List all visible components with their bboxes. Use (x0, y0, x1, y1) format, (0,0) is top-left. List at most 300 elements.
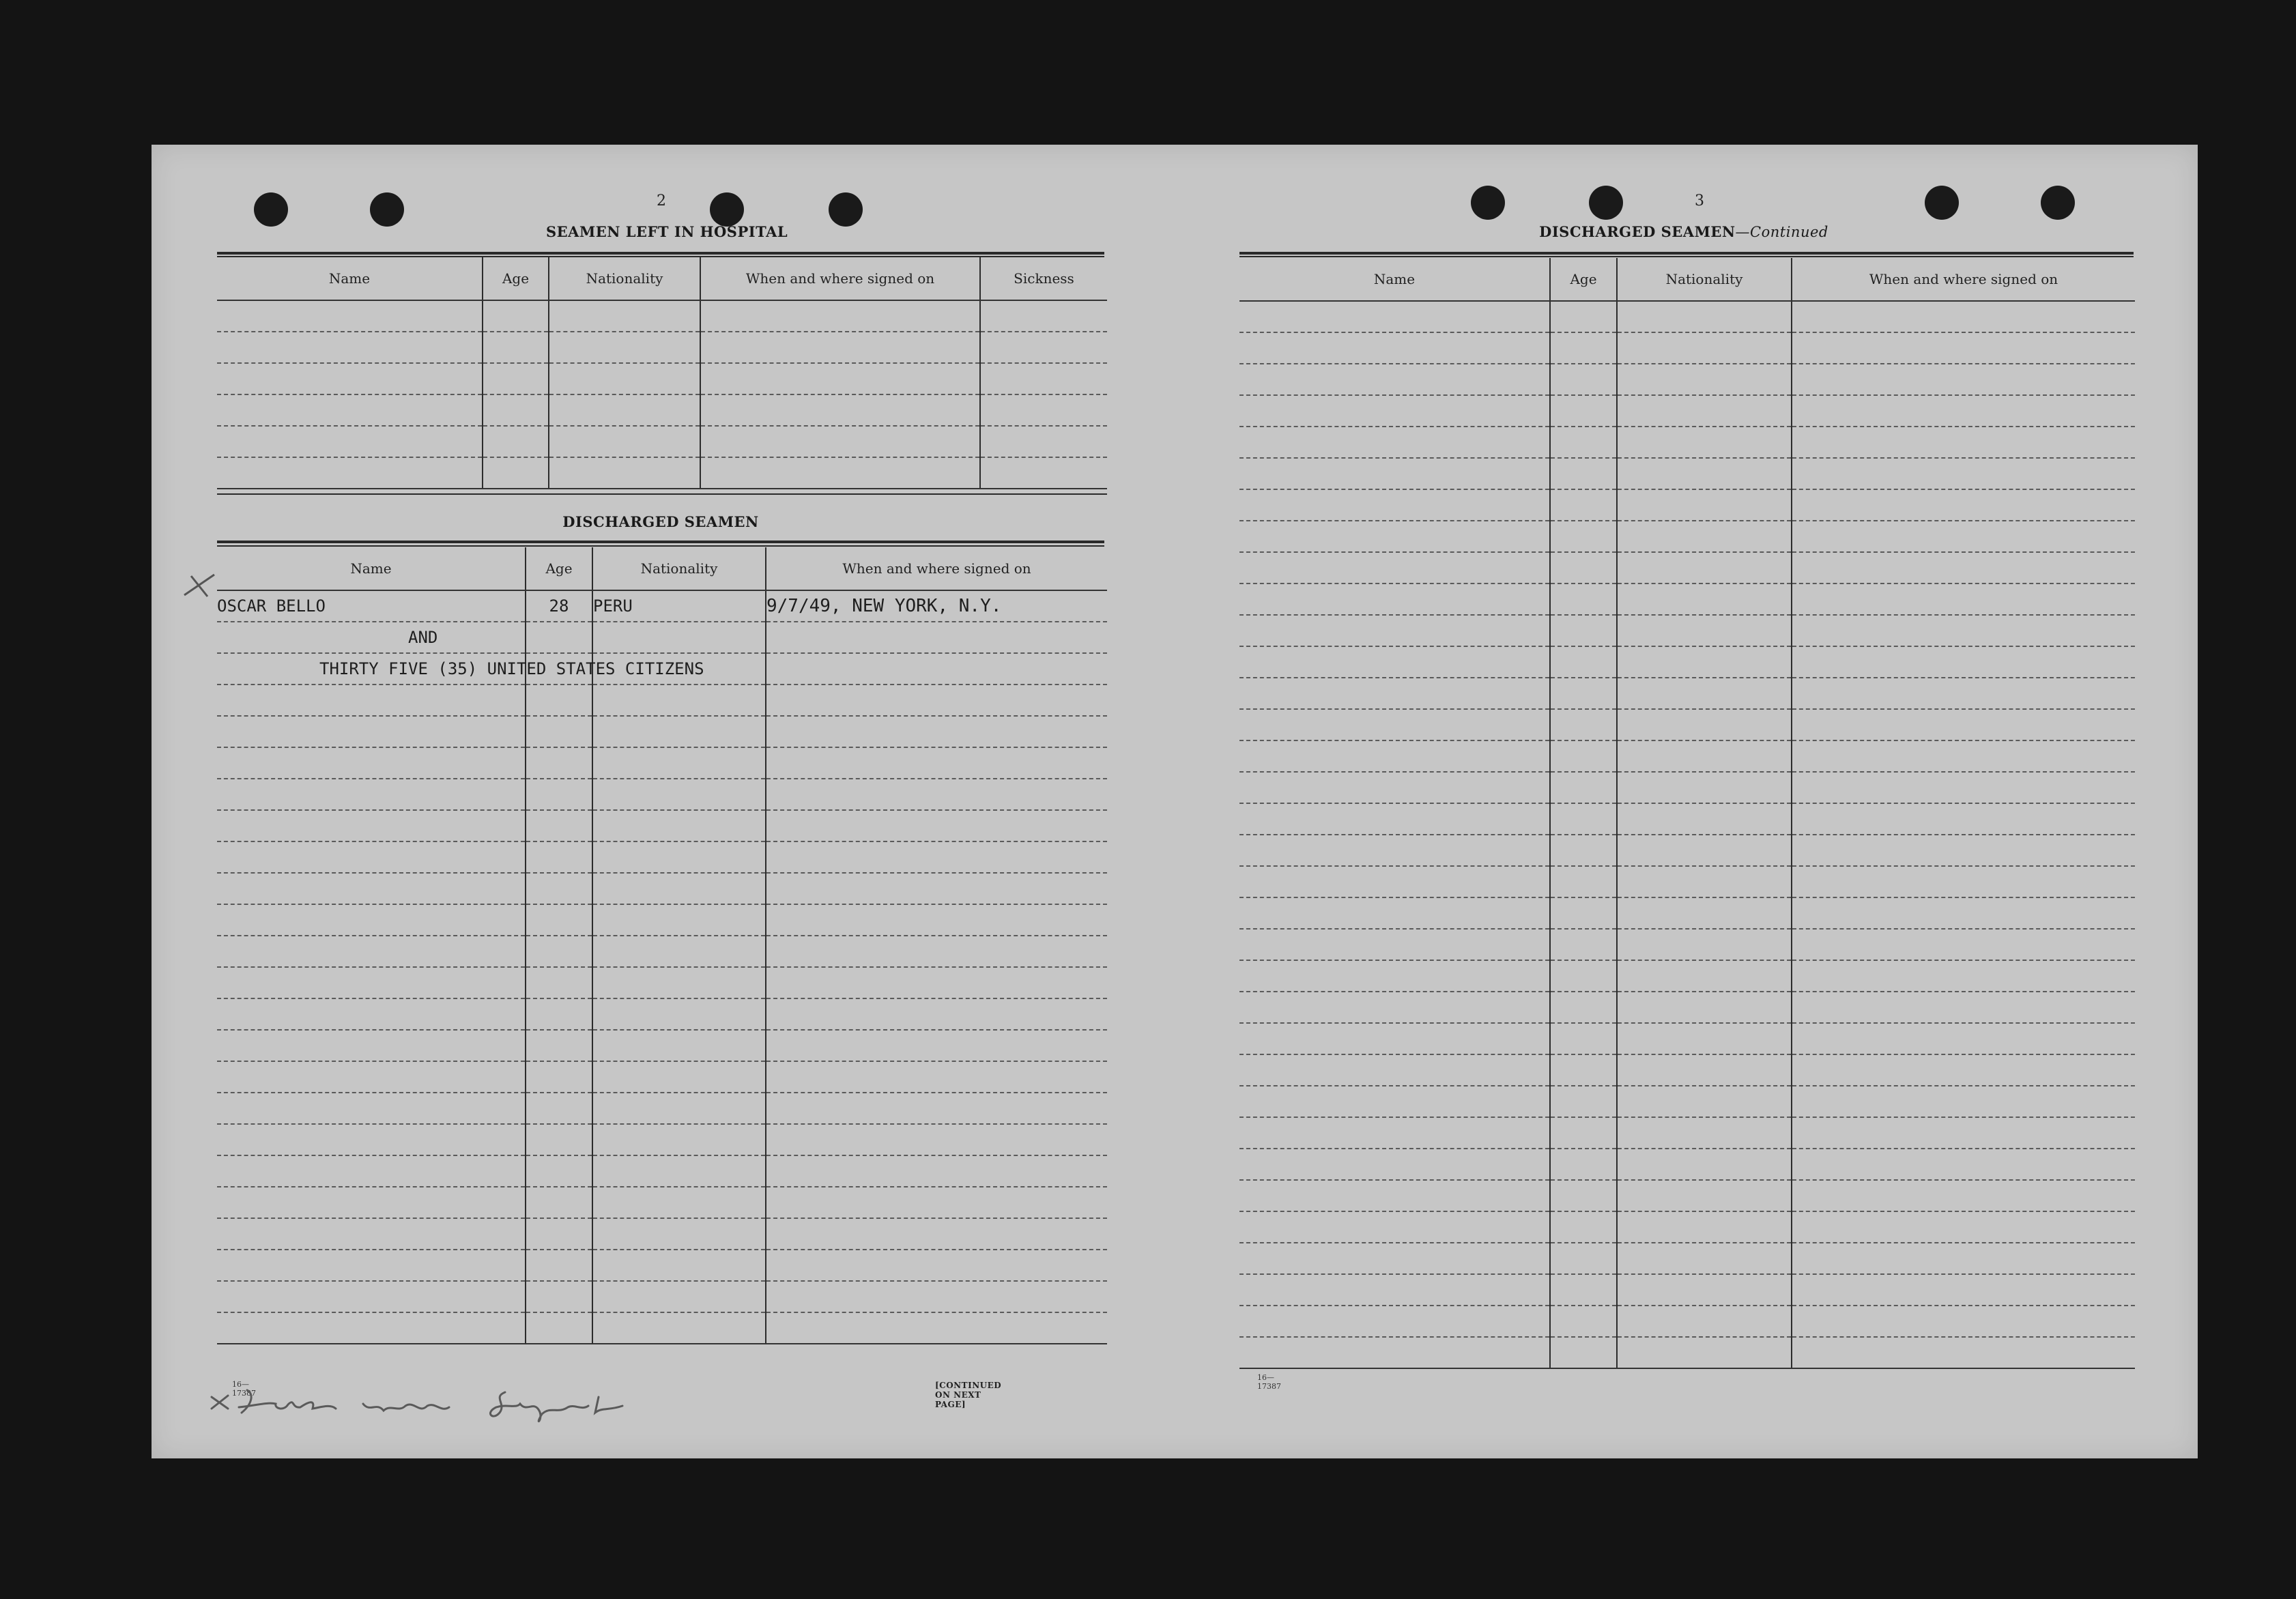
table-row (217, 1030, 1107, 1061)
table-row (1239, 835, 2135, 866)
table-cell (1239, 835, 1550, 866)
table-row (217, 967, 1107, 998)
table-cell (1792, 1054, 2135, 1086)
table-cell (1617, 1306, 1792, 1337)
table-cell (1239, 1117, 1550, 1149)
form-code: 16—17387 (1257, 1373, 1281, 1391)
table-row (1239, 1274, 2135, 1306)
table-cell (1550, 866, 1617, 897)
table-cell (217, 1281, 526, 1312)
table-cell (592, 1312, 766, 1344)
table-row (217, 841, 1107, 873)
table-cell (1550, 709, 1617, 740)
table-cell (1550, 960, 1617, 992)
table-cell (592, 1093, 766, 1124)
table-cell (526, 841, 592, 873)
table-cell (1792, 395, 2135, 427)
table-cell (1239, 897, 1550, 929)
table-cell (549, 394, 700, 426)
table-cell (1239, 803, 1550, 835)
page-number: 2 (657, 192, 666, 210)
table-row (1239, 521, 2135, 552)
table-cell (1239, 1211, 1550, 1243)
table-cell (526, 998, 592, 1030)
table-cell (1550, 740, 1617, 772)
table-cell (766, 1061, 1107, 1093)
table-cell (1617, 960, 1792, 992)
table-cell (1792, 709, 2135, 740)
title-main: DISCHARGED SEAMEN (1539, 223, 1736, 240)
table-row (1239, 395, 2135, 427)
table-cell (592, 1218, 766, 1250)
table-cell (766, 1218, 1107, 1250)
table-row (1239, 897, 2135, 929)
table-cell (1550, 678, 1617, 709)
table-cell (592, 1155, 766, 1187)
table-cell (1239, 1274, 1550, 1306)
table-cell (549, 332, 700, 363)
table-cell (1550, 1086, 1617, 1117)
continued-column-header: Name (1239, 258, 1550, 301)
table-cell (1550, 992, 1617, 1023)
table-cell (217, 1124, 526, 1155)
discharged-table (217, 547, 1107, 1344)
table-row (1239, 678, 2135, 709)
table-cell (1792, 678, 2135, 709)
table-cell (766, 1250, 1107, 1281)
table-cell (549, 300, 700, 332)
table-cell (217, 1187, 526, 1218)
table-cell (1239, 552, 1550, 584)
table-cell (1792, 584, 2135, 615)
table-cell (526, 1187, 592, 1218)
table-cell: 9/7/49, NEW YORK, N.Y. (766, 590, 1107, 622)
table-row (217, 622, 1107, 653)
table-row (1239, 960, 2135, 992)
table-cell (217, 457, 483, 489)
table-cell (1792, 1337, 2135, 1368)
table-row (1239, 1149, 2135, 1180)
table-cell (766, 998, 1107, 1030)
table-cell (217, 1250, 526, 1281)
table-cell: 28 (526, 590, 592, 622)
table-row (1239, 1243, 2135, 1274)
table-cell (1617, 803, 1792, 835)
table-cell (1792, 1243, 2135, 1274)
table-cell (766, 904, 1107, 936)
table-cell (217, 1218, 526, 1250)
table-cell (700, 332, 980, 363)
table-cell: PERU (592, 590, 766, 622)
table-row (217, 426, 1107, 457)
punch-hole (1471, 186, 1505, 220)
section-divider (217, 493, 1107, 495)
table-cell (1239, 584, 1550, 615)
hospital-section-title: SEAMEN LEFT IN HOSPITAL (546, 223, 788, 240)
table-cell (1792, 960, 2135, 992)
table-cell (1792, 740, 2135, 772)
table-cell (700, 300, 980, 332)
table-cell (1792, 803, 2135, 835)
table-row (1239, 489, 2135, 521)
table-cell (592, 1281, 766, 1312)
table-cell (766, 1030, 1107, 1061)
discharged-column-header: Age (526, 547, 592, 590)
table-cell (1239, 929, 1550, 960)
table-row (217, 590, 1107, 622)
table-cell (217, 873, 526, 904)
table-cell (1792, 332, 2135, 364)
table-cell (526, 1061, 592, 1093)
hospital-table (217, 257, 1107, 489)
table-cell (1239, 1243, 1550, 1274)
table-cell (1550, 1211, 1617, 1243)
table-row (217, 1155, 1107, 1187)
table-cell (1617, 1337, 1792, 1368)
table-cell (1617, 646, 1792, 678)
title-suffix: —Continued (1735, 224, 1828, 240)
table-cell (1617, 395, 1792, 427)
table-cell (526, 1030, 592, 1061)
table-cell (483, 394, 549, 426)
table-cell (1792, 1149, 2135, 1180)
table-cell (766, 1093, 1107, 1124)
table-row (217, 904, 1107, 936)
table-cell (217, 810, 526, 841)
table-cell (1239, 1306, 1550, 1337)
table-cell (980, 300, 1107, 332)
table-cell (592, 904, 766, 936)
table-cell (1550, 332, 1617, 364)
table-cell (1239, 678, 1550, 709)
table-cell (217, 332, 483, 363)
table-cell (1617, 458, 1792, 489)
table-cell (1792, 772, 2135, 803)
table-cell (1239, 427, 1550, 458)
table-row (217, 653, 1107, 685)
hospital-column-header: Nationality (549, 257, 700, 300)
table-row (1239, 740, 2135, 772)
table-cell (217, 1030, 526, 1061)
table-cell (1239, 1180, 1550, 1211)
table-cell (1550, 364, 1617, 395)
table-cell (766, 622, 1107, 653)
table-cell (766, 1124, 1107, 1155)
hospital-column-header: Age (483, 257, 549, 300)
table-cell (1792, 929, 2135, 960)
table-row (1239, 803, 2135, 835)
table-cell (1550, 489, 1617, 521)
table-cell (1550, 1180, 1617, 1211)
table-cell (1239, 1086, 1550, 1117)
table-cell (217, 936, 526, 967)
table-cell (1792, 1306, 2135, 1337)
table-cell (592, 1061, 766, 1093)
table-cell (1792, 364, 2135, 395)
table-cell (1617, 1086, 1792, 1117)
table-cell (1792, 427, 2135, 458)
table-cell (1617, 301, 1792, 332)
discharged-rule-thin (217, 545, 1104, 547)
table-cell (1792, 1086, 2135, 1117)
table-cell (1617, 615, 1792, 646)
table-cell (217, 363, 483, 394)
table-cell (1239, 364, 1550, 395)
table-cell (1617, 1211, 1792, 1243)
table-cell (592, 873, 766, 904)
punch-hole (2041, 186, 2075, 220)
table-cell (1617, 1023, 1792, 1054)
table-cell (549, 363, 700, 394)
table-cell (1239, 866, 1550, 897)
table-cell (766, 1155, 1107, 1187)
table-row (217, 685, 1107, 716)
table-row (1239, 1180, 2135, 1211)
form-code: 16—17387 (232, 1380, 256, 1398)
table-cell (526, 904, 592, 936)
table-cell (1550, 1054, 1617, 1086)
table-cell (1792, 1211, 2135, 1243)
table-cell (592, 810, 766, 841)
table-cell: THIRTY FIVE (35) UNITED STATES CITIZENS (217, 653, 526, 685)
table-cell (700, 426, 980, 457)
table-row (217, 1061, 1107, 1093)
table-cell (1617, 709, 1792, 740)
table-cell (1617, 1274, 1792, 1306)
table-cell (1550, 646, 1617, 678)
table-row (1239, 584, 2135, 615)
table-cell (1617, 584, 1792, 615)
table-cell (1617, 1054, 1792, 1086)
table-cell (1617, 992, 1792, 1023)
continued-note: [CONTINUED ON NEXT PAGE] (935, 1381, 1002, 1409)
table-cell (1792, 615, 2135, 646)
table-cell (217, 1061, 526, 1093)
table-cell (766, 716, 1107, 747)
table-cell (1617, 427, 1792, 458)
top-rule-thin (1239, 256, 2134, 257)
punch-hole (1589, 186, 1623, 220)
table-cell (1550, 803, 1617, 835)
table-cell (549, 426, 700, 457)
table-cell (1239, 1337, 1550, 1368)
table-cell (526, 1093, 592, 1124)
table-cell (766, 779, 1107, 810)
table-row (1239, 615, 2135, 646)
table-cell (1239, 992, 1550, 1023)
table-row (1239, 646, 2135, 678)
table-cell (1550, 1023, 1617, 1054)
table-cell (1550, 1337, 1617, 1368)
table-cell (526, 1155, 592, 1187)
table-cell (1792, 301, 2135, 332)
table-cell (526, 936, 592, 967)
table-cell (217, 685, 526, 716)
hospital-column-header: Sickness (980, 257, 1107, 300)
table-cell (526, 1218, 592, 1250)
table-cell (766, 685, 1107, 716)
table-row (217, 873, 1107, 904)
table-cell (592, 716, 766, 747)
table-cell (1239, 395, 1550, 427)
table-cell (483, 426, 549, 457)
table-cell (526, 1312, 592, 1344)
table-row (1239, 1086, 2135, 1117)
table-cell (217, 747, 526, 779)
table-row (217, 1218, 1107, 1250)
punch-hole (1925, 186, 1959, 220)
table-cell (1792, 552, 2135, 584)
table-cell (592, 998, 766, 1030)
table-cell (592, 841, 766, 873)
table-cell (1617, 552, 1792, 584)
table-cell (1792, 1274, 2135, 1306)
discharged-continued-table (1239, 258, 2135, 1369)
page-number: 3 (1695, 192, 1704, 210)
table-cell (766, 873, 1107, 904)
table-cell (592, 685, 766, 716)
table-row (1239, 1337, 2135, 1368)
table-cell (592, 1250, 766, 1281)
table-cell (766, 810, 1107, 841)
table-cell (1550, 1306, 1617, 1337)
table-row (1239, 427, 2135, 458)
punch-hole (710, 192, 744, 227)
table-cell (1239, 1023, 1550, 1054)
table-row (217, 810, 1107, 841)
table-row (1239, 1054, 2135, 1086)
table-cell: OSCAR BELLO (217, 590, 526, 622)
table-row (1239, 364, 2135, 395)
table-cell (980, 332, 1107, 363)
table-cell (592, 1187, 766, 1218)
table-row (1239, 866, 2135, 897)
top-rule (217, 252, 1104, 255)
table-cell (1239, 960, 1550, 992)
table-cell (1550, 929, 1617, 960)
table-row (217, 363, 1107, 394)
table-cell: AND (217, 622, 526, 653)
table-cell (217, 300, 483, 332)
table-cell (526, 622, 592, 653)
table-cell (1792, 992, 2135, 1023)
table-cell (549, 457, 700, 489)
table-row (1239, 332, 2135, 364)
table-cell (1239, 615, 1550, 646)
table-row (217, 779, 1107, 810)
table-cell (766, 1312, 1107, 1344)
table-cell (526, 1250, 592, 1281)
table-cell (1792, 866, 2135, 897)
table-cell (1239, 772, 1550, 803)
table-cell (483, 332, 549, 363)
table-cell (592, 1124, 766, 1155)
table-cell (1617, 740, 1792, 772)
table-cell (1550, 301, 1617, 332)
table-cell (526, 1124, 592, 1155)
table-cell (1550, 521, 1617, 552)
table-cell (766, 936, 1107, 967)
table-row (1239, 1211, 2135, 1243)
table-cell (1792, 1180, 2135, 1211)
table-cell (766, 1187, 1107, 1218)
discharged-column-header: When and where signed on (766, 547, 1107, 590)
table-cell (1617, 332, 1792, 364)
table-row (1239, 301, 2135, 332)
table-cell (1550, 395, 1617, 427)
table-cell (526, 810, 592, 841)
discharged-section-title: DISCHARGED SEAMEN (562, 513, 759, 530)
table-cell (980, 426, 1107, 457)
table-cell (1239, 332, 1550, 364)
table-cell (1550, 552, 1617, 584)
discharged-column-header: Nationality (592, 547, 766, 590)
table-cell (1239, 301, 1550, 332)
table-cell (1239, 1149, 1550, 1180)
table-row (1239, 772, 2135, 803)
table-cell (1550, 427, 1617, 458)
table-cell (526, 1281, 592, 1312)
table-row (217, 1281, 1107, 1312)
table-row (217, 998, 1107, 1030)
table-cell (592, 936, 766, 967)
punch-hole (829, 192, 863, 227)
continued-column-header: When and where signed on (1792, 258, 2135, 301)
table-row (1239, 1023, 2135, 1054)
table-cell (1617, 1117, 1792, 1149)
table-cell (483, 300, 549, 332)
table-row (217, 1187, 1107, 1218)
table-cell (1792, 897, 2135, 929)
table-cell (592, 967, 766, 998)
table-row (217, 1312, 1107, 1344)
table-cell (1550, 1243, 1617, 1274)
table-cell (766, 967, 1107, 998)
table-cell (1617, 678, 1792, 709)
table-cell (217, 1155, 526, 1187)
table-cell (592, 622, 766, 653)
continued-column-header: Nationality (1617, 258, 1792, 301)
table-cell (217, 716, 526, 747)
table-row (1239, 992, 2135, 1023)
table-cell (1792, 835, 2135, 866)
table-cell (1550, 458, 1617, 489)
table-cell (1550, 615, 1617, 646)
table-cell (766, 841, 1107, 873)
table-row (1239, 552, 2135, 584)
discharged-rule (217, 541, 1104, 543)
punch-hole (254, 192, 288, 227)
table-cell (217, 779, 526, 810)
table-cell (1792, 521, 2135, 552)
table-cell (217, 1312, 526, 1344)
hospital-column-header: When and where signed on (700, 257, 980, 300)
table-row (217, 1093, 1107, 1124)
table-cell (1239, 458, 1550, 489)
table-cell (980, 394, 1107, 426)
table-cell (1617, 866, 1792, 897)
table-cell (766, 1281, 1107, 1312)
table-cell (1617, 364, 1792, 395)
table-cell (1550, 1117, 1617, 1149)
table-cell (766, 747, 1107, 779)
continued-column-header: Age (1550, 258, 1617, 301)
table-cell (217, 904, 526, 936)
table-row (217, 332, 1107, 363)
table-row (217, 1250, 1107, 1281)
table-cell (1239, 709, 1550, 740)
table-cell (1550, 772, 1617, 803)
